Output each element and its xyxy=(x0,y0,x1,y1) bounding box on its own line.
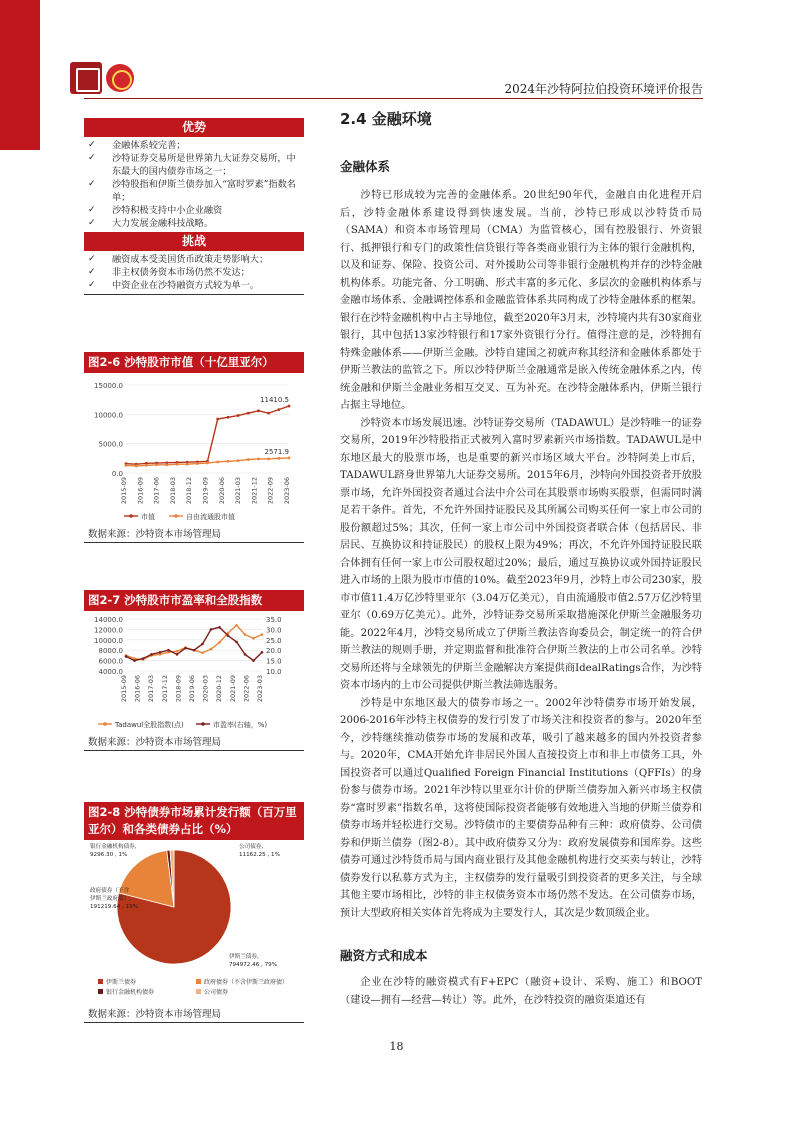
legend-label: 政府债券（不含伊斯兰政府债） xyxy=(204,979,289,986)
figure-market-cap xyxy=(84,352,304,543)
data-point xyxy=(244,633,247,636)
legend-label: 银行金融机构债券 xyxy=(106,989,155,996)
legend-label: 伊斯兰债券 xyxy=(106,979,137,986)
y-tick-label-left: 4000.0 xyxy=(98,668,123,676)
legend-label: Tadawul全股指数(点) xyxy=(115,721,184,729)
legend-label: 公司债券 xyxy=(204,989,229,996)
figure-source: 数据来源：沙特资本市场管理局 xyxy=(84,1003,304,1023)
data-point xyxy=(167,649,170,652)
data-point xyxy=(218,626,221,629)
data-point xyxy=(267,412,270,415)
data-point xyxy=(159,651,162,654)
data-point xyxy=(257,458,260,461)
data-point xyxy=(176,653,179,656)
figure-title: 图2-6 沙特股市市值（十亿里亚尔） xyxy=(84,352,304,373)
data-point xyxy=(252,659,255,662)
bond-pie-chart xyxy=(84,840,304,1003)
check-icon: ✓ xyxy=(88,205,96,215)
legend-swatch xyxy=(196,989,201,994)
paragraph: 企业在沙特的融资模式有F+EPC（融资+设计、采购、施工）和BOOT（建设—拥有—经营—转让）等。此外，在沙特投资的融资渠道还有 xyxy=(340,977,702,1006)
x-tick-label: 2018-03 xyxy=(168,477,177,505)
figure-title: 图2-8 沙特债券市场累计发行额（百万里亚尔）和各类债券占比（%） xyxy=(84,802,304,840)
figure-title: 图2-7 沙特股市市盈率和全股指数 xyxy=(84,590,304,611)
x-tick-label: 2022-06 xyxy=(242,675,251,703)
data-point xyxy=(247,412,250,415)
data-point xyxy=(210,628,213,631)
data-point xyxy=(206,462,209,465)
data-point xyxy=(237,414,240,417)
data-point xyxy=(150,653,153,656)
data-point xyxy=(135,465,138,468)
report-title: 2024年沙特阿拉伯投资环境评价报告 xyxy=(504,82,703,96)
legend-swatch xyxy=(98,979,103,984)
data-point xyxy=(193,649,196,652)
y-tick-label-left: 8000.0 xyxy=(98,647,123,656)
legend-marker xyxy=(129,514,133,518)
data-point xyxy=(133,659,136,662)
x-tick-label: 2017-03 xyxy=(147,675,156,703)
emblem-logo-icon xyxy=(106,64,134,92)
data-point xyxy=(165,463,168,466)
x-tick-label: 2021-09 xyxy=(228,675,237,703)
figure-source: 数据来源：沙特资本市场管理局 xyxy=(84,523,304,543)
y-tick-label-left: 6000.0 xyxy=(98,657,123,666)
x-tick-label: 2020-12 xyxy=(215,675,224,703)
data-point xyxy=(288,405,291,408)
data-point xyxy=(277,408,280,411)
data-point xyxy=(261,633,264,636)
data-point xyxy=(261,651,264,654)
section-title: 2.4 金融环境 xyxy=(340,110,432,128)
data-point xyxy=(237,459,240,462)
x-tick-label: 2023-03 xyxy=(256,675,264,703)
x-tick-label: 2019-09 xyxy=(201,477,210,505)
y-tick-label: 5000.0 xyxy=(98,440,123,449)
check-icon: ✓ xyxy=(88,280,96,290)
data-point xyxy=(267,458,270,461)
series-line xyxy=(126,627,262,660)
x-tick-label: 2020-03 xyxy=(201,675,210,703)
y-tick-label-right: 10.0 xyxy=(266,668,282,676)
data-label: 2571.9 xyxy=(264,447,289,456)
check-icon: ✓ xyxy=(88,218,96,228)
figure-bond-market xyxy=(84,802,304,1023)
legend-swatch xyxy=(98,989,103,994)
x-tick-label: 2015-09 xyxy=(120,675,128,703)
legend-marker xyxy=(103,722,107,726)
y-tick-label-left: 12000.0 xyxy=(94,626,123,635)
data-point xyxy=(247,458,250,461)
data-point xyxy=(257,409,260,412)
challenges-heading: 挑战 xyxy=(84,232,304,251)
y-tick-label-right: 35.0 xyxy=(266,616,282,624)
data-point xyxy=(125,464,128,467)
header-divider xyxy=(84,98,703,99)
x-tick-label: 2022-09 xyxy=(266,477,275,505)
strengths-list xyxy=(84,137,304,232)
data-point xyxy=(244,653,247,656)
data-point xyxy=(218,641,221,644)
page-number: 18 xyxy=(389,1040,404,1053)
data-point xyxy=(227,634,230,637)
subsection-title: 金融体系 xyxy=(340,159,391,174)
y-tick-label-left: 14000.0 xyxy=(94,616,123,624)
data-point xyxy=(176,650,179,653)
list-item: ✓ 金融体系较完善； xyxy=(88,140,186,151)
data-point xyxy=(235,624,238,627)
slice-label: 9296.30 , 1% xyxy=(90,852,128,858)
data-point xyxy=(210,648,213,651)
data-point xyxy=(235,641,238,644)
y-tick-label-right: 20.0 xyxy=(266,647,282,656)
y-tick-label-right: 25.0 xyxy=(266,636,282,645)
legend-swatch xyxy=(196,979,201,984)
x-tick-label: 2023-06 xyxy=(283,477,291,505)
x-tick-label: 2018-09 xyxy=(174,675,183,703)
x-tick-label: 2021-03 xyxy=(234,477,243,505)
data-point xyxy=(252,637,255,640)
slice-label: 11162.25 , 1% xyxy=(239,852,280,858)
y-tick-label: 0.0 xyxy=(111,470,123,478)
data-point xyxy=(184,647,187,650)
slice-label: 191219.64 , 19% xyxy=(90,904,139,910)
paragraph: 沙特是中东地区最大的债券市场之一。2002年沙特债券市场开始发展，2006-2016年沙特主权债券的发行引发了市场关注和投资者的参与。2020年至今，沙特继续推动债券市场的发展和改革，吸引了越来越多的国内外投资者参与。2020年，CMA开始允许非居民外国人直接投资上市和非上市债务工具，外国投资者可以通过Qualified Foreign Financial Institutions（QFFIs）的身份参与债券市场。2021年沙特以里亚尔计价的伊斯兰债券加入新兴市场主权债券“富时罗素”指数名单，这将使国际投资者能够有效地进入当地的伊斯兰债券和债券市场并轻松进行交易。沙特债市的主要债券品种有三种：政府债券、公司债券和伊斯兰债券（图2-8）。其中政府债券又分为：政府发展债券和国库券。这些债券可通过沙特货币局与国内商业银行及其他金融机构进行交买卖与转让，沙特债券发行以私募方式为主，主权债券的发行量吸引到投资者的更多关注，与全球其他主要市场相比，沙特的非主权债务资本市场仍然不发达。在公司债券市场，预计大型政府相关实体首先将成为主要发行人，其次是少数顶级企业。 xyxy=(340,697,702,919)
challenges-list xyxy=(84,251,304,295)
legend-label: 市值 xyxy=(141,513,155,521)
series-line xyxy=(126,625,262,659)
slice-label: 伊斯兰债券, xyxy=(229,954,259,960)
data-point xyxy=(201,652,204,655)
legend-label: 自由流通股市值 xyxy=(186,513,235,521)
x-tick-label: 2019-06 xyxy=(188,675,196,703)
x-tick-label: 2021-12 xyxy=(250,477,259,505)
data-point xyxy=(277,457,280,460)
institute-logo-icon xyxy=(70,62,102,94)
data-label: 11410.5 xyxy=(260,396,289,405)
market-cap-line-chart xyxy=(84,373,304,523)
y-tick-label-left: 10000.0 xyxy=(94,636,123,645)
data-point xyxy=(155,463,158,466)
x-tick-label: 2015-09 xyxy=(120,477,128,505)
check-icon: ✓ xyxy=(88,140,96,150)
slice-label: 公司债券, xyxy=(239,844,264,850)
subsection-title: 融资方式和成本 xyxy=(340,948,428,963)
legend-marker xyxy=(174,514,178,518)
y-tick-label: 15000.0 xyxy=(94,382,123,390)
list-item: ✓ 融资成本受美国货币政策走势影响大； xyxy=(88,254,269,265)
x-tick-label: 2017-12 xyxy=(160,675,169,703)
figure-pe-index xyxy=(84,590,304,751)
list-item: ✓ 大力发展金融科技战略。 xyxy=(88,218,214,229)
legend-marker xyxy=(201,722,205,726)
figure-source: 数据来源：沙特资本市场管理局 xyxy=(84,731,304,751)
data-point xyxy=(216,460,219,463)
strengths-heading: 优势 xyxy=(84,118,304,137)
slice-label: 银行金融机构债券, xyxy=(90,844,137,850)
data-point xyxy=(186,463,189,466)
x-tick-label: 2016-09 xyxy=(136,477,145,505)
swot-box xyxy=(84,118,304,295)
check-icon: ✓ xyxy=(88,254,96,264)
legend-label: 市盈率(右轴，%) xyxy=(213,721,268,729)
article-body xyxy=(340,108,702,1009)
red-side-band xyxy=(0,0,40,150)
data-point xyxy=(142,657,145,660)
data-point xyxy=(196,462,199,465)
paragraph: 沙特资本市场发展迅速。沙特证券交易所（TADAWUL）是沙特唯一的证券交易所，2019年沙特股指正式被列入富时罗素新兴市场指数。TADAWUL是中东地区最大的股票市场，也是重要的新兴市场区域大平台。沙特阿美上市后，TADAWUL跻身世界第九大证券交易所。2015年6月，沙特向外国投资者开放股票市场，允许外国投资者通过合法中介公司在其股票市场购买股票，但需同时满足若干条件。首先，不允许外国持证股民及其所属公司购买任何一家上市公司的股份额超过5%；其次，任何一家上市公司中外国投资者联合体（包括居民、非居民、互换协议和持证股民）的股权上限为49%；再次，不允许外国持证股民联合体拥有任何一家上市公司股权超过20%；最后，通过互换协议或外国持证股民进入市场的上限为股市市值的10%。截至2023年9月，沙特上市公司230家，股市市值11.4万亿沙特里亚尔（3.04万亿美元），自由流通股市值2.57万亿沙特里亚尔（0.69万亿美元）。此外，沙特证券交易所采取措施深化伊斯兰金融服务功能。2022年4月，沙特交易所成立了伊斯兰教法咨询委员会，制定统一的符合伊斯兰教法的规则手册，并定期监督和批准符合伊斯兰教法的上市公司名单。沙特交易所还将与全球领先的伊斯兰金融解决方案提供商IdealRatings合作，为沙特资本市场内的上市公司提供伊斯兰教法筛选服务。 xyxy=(340,417,702,691)
list-item: ✓ 非主权债务资本市场仍然不发达； xyxy=(88,267,250,278)
check-icon: ✓ xyxy=(88,153,96,163)
data-point xyxy=(226,416,229,419)
list-item: ✓ 沙特积极支持中小企业融资 xyxy=(88,205,223,216)
data-point xyxy=(201,643,204,646)
data-point xyxy=(226,460,229,463)
data-point xyxy=(176,463,179,466)
slice-label: 794972.46 , 79% xyxy=(229,962,278,968)
list-item: ✓ 沙特证券交易所是世界第九大证券交易所，中东最大的国内债券市场之一； xyxy=(88,153,296,177)
x-tick-label: 2016-06 xyxy=(133,675,142,703)
y-tick-label-right: 15.0 xyxy=(266,657,282,666)
y-tick-label-right: 30.0 xyxy=(266,626,282,635)
x-tick-label: 2018-12 xyxy=(185,477,194,505)
data-point xyxy=(125,655,128,658)
pe-index-line-chart xyxy=(84,611,304,731)
check-icon: ✓ xyxy=(88,267,96,277)
x-tick-label: 2017-06 xyxy=(152,477,161,505)
data-point xyxy=(216,418,219,421)
slice-label: 伊斯兰政府债）, xyxy=(90,896,131,902)
data-point xyxy=(288,457,291,460)
paragraph: 沙特已形成较为完善的金融体系。20世纪90年代，金融自由化进程开启后，沙特金融体系建设得到快速发展。当前，沙特已形成以沙特货币局（SAMA）和资本市场管理局（CMA）为监管核心，国有控股银行、外资银行、抵押银行和专门的政策性信贷银行等各类商业银行为主体的银行金融机构，以及和证券、保险、投资公司、对外援助公司等非银行金融机构并存的沙特金融机构体系。功能完备、分工明确、形式丰富的多元化、多层次的金融机构体系与金融市场体系、金融调控体系和金融监管体系共同构成了沙特金融体系的框架。银行在沙特金融机构中占主导地位，截至2020年3月末，沙特境内共有30家商业银行，其中包括13家沙特银行和17家外资银行分行。值得注意的是，沙特拥有特殊金融体系——伊斯兰金融。沙特自建国之初就声称其经济和金融体系都处于伊斯兰教法的监管之下。所以沙特伊斯兰金融通常是嵌入传统金融体系之内，传统金融和伊斯兰金融业务相互交叉、互为补充。在沙特金融体系内，伊斯兰银行占据主导地位。 xyxy=(340,190,702,411)
list-item: ✓ 沙特股指和伊斯兰债券加入“富时罗素”指数名单； xyxy=(88,179,296,203)
x-tick-label: 2020-06 xyxy=(217,477,226,505)
list-item: ✓ 中资企业在沙特融资方式较为单一。 xyxy=(88,280,259,291)
data-point xyxy=(145,464,148,467)
slice-label: 政府债券（不含 xyxy=(90,888,130,894)
check-icon: ✓ xyxy=(88,179,96,189)
y-tick-label: 10000.0 xyxy=(94,411,123,420)
